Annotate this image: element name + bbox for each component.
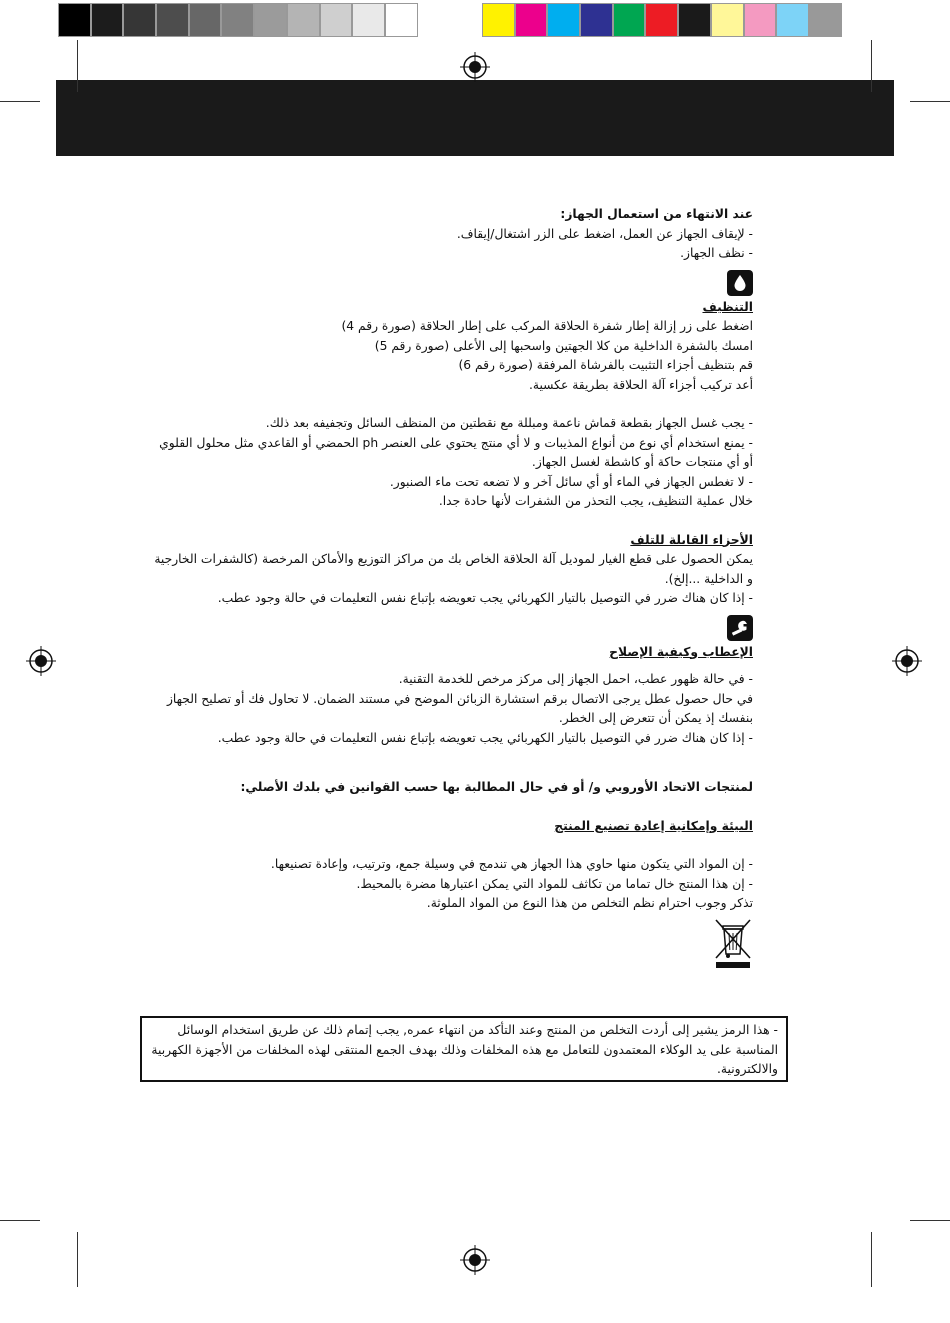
cleaning-heading: التنظيف bbox=[702, 299, 753, 314]
color-swatch bbox=[744, 3, 777, 37]
crop-mark bbox=[77, 40, 78, 92]
color-swatch bbox=[482, 3, 515, 37]
disposal-notice-box bbox=[140, 1016, 788, 1082]
water-drop-icon bbox=[727, 270, 753, 296]
color-swatch bbox=[515, 3, 548, 37]
manual-content bbox=[150, 205, 753, 972]
crop-mark bbox=[871, 1232, 872, 1287]
color-swatch bbox=[711, 3, 744, 37]
registration-mark-icon bbox=[460, 1245, 490, 1275]
end-of-use-item: - لإيقاف الجهاز عن العمل، اضغط على الزر اشتغال/إيقاف. bbox=[456, 226, 753, 241]
grey-calibration-strip bbox=[58, 3, 418, 37]
crop-mark bbox=[910, 101, 950, 102]
color-calibration-strip bbox=[482, 3, 842, 37]
cleaning-note: - لا تغطس الجهاز في الماء أو أي سائل آخر و لا تضعه تحت ماء الصنبور. bbox=[389, 474, 753, 489]
wearable-parts-item: - إذا كان هناك ضرر في التوصيل بالتيار الكهربائي يجب تعويضه بإتباع نفس التعليمات في حالة وجود عطب. bbox=[217, 591, 753, 605]
cleaning-note: - يجب غسل الجهاز بقطعة قماش ناعمة ومبللة مع نقطتين من المنظف السائل وتجفيفه بعد ذلك. bbox=[265, 416, 753, 430]
cleaning-step: أعد تركيب أجزاء آلة الحلاقة بطريقة عكسية. bbox=[528, 377, 753, 392]
grey-swatch bbox=[385, 3, 418, 37]
repair-item: في حال حصول عطل يرجى الاتصال برقم استشارة الزبائن الموضح في مستند الضمان. لا تحاول فك أو تصليح الجهاز بنفسك إذ يمكن أن تتعرض إلى الخطر. bbox=[166, 691, 753, 725]
grey-swatch bbox=[221, 3, 254, 37]
grey-swatch bbox=[287, 3, 320, 37]
color-swatch bbox=[547, 3, 580, 37]
end-of-use-item: - نظف الجهاز. bbox=[680, 246, 753, 260]
color-swatch bbox=[809, 3, 842, 37]
grey-swatch bbox=[156, 3, 189, 37]
repair-item: - في حالة ظهور عطب، احمل الجهاز إلى مركز مرخص للخدمة التقنية. bbox=[398, 672, 753, 686]
crop-mark bbox=[871, 40, 872, 92]
environment-item: - إن هذا المنتج خال تماما من تكاثف للمواد التي يمكن اعتبارها مضرة بالمحيط. bbox=[356, 876, 753, 891]
crossed-out-wheelie-bin-icon bbox=[713, 918, 753, 970]
color-swatch bbox=[645, 3, 678, 37]
grey-swatch bbox=[352, 3, 385, 37]
registration-mark-icon bbox=[460, 52, 490, 82]
cleaning-step: امسك بالشفرة الداخلية من كلا الجهتين واسحبها إلى الأعلى (صورة رقم 5) bbox=[374, 338, 753, 353]
environment-item: تذكر وجوب احترام نظم التخلص من هذا النوع من المواد الملوثة. bbox=[426, 896, 753, 910]
repair-heading: الإعطاب وكيفية الإصلاح bbox=[609, 644, 753, 659]
environment-item: - إن المواد التي يتكون منها حاوي هذا الجهاز هي تندمج في وسيلة جمع، وترتيب، وإعادة تصنيعها. bbox=[270, 857, 753, 871]
registration-mark-icon bbox=[26, 646, 56, 676]
grey-swatch bbox=[254, 3, 287, 37]
wrench-icon bbox=[727, 615, 753, 641]
cleaning-step: قم بتنظيف أجزاء التثبيت بالفرشاة المرفقة (صورة رقم 6) bbox=[458, 358, 753, 372]
grey-swatch bbox=[189, 3, 222, 37]
cleaning-note: - يمنع استخدام أي نوع من أنواع المذيبات و لا أي منتج يحتوي على العنصر ph الحمضي أو القاعدي مثل محلول القلوي أو أي منتجات حاكة أو كاشطة لغسل الجهاز. bbox=[159, 435, 753, 469]
grey-swatch bbox=[320, 3, 353, 37]
cleaning-step: اضغط على زر إزالة إطار شفرة الحلاقة المركب على إطار الحلاقة (صورة رقم 4) bbox=[341, 319, 753, 333]
crop-mark bbox=[77, 1232, 78, 1287]
cleaning-note: خلال عملية التنظيف، يجب التحذر من الشفرات لأنها حادة جدا. bbox=[438, 494, 753, 508]
wearable-parts-item: يمكن الحصول على قطع الغيار لموديل آلة الحلاقة الخاص بك من مراكز التوزيع والأماكن المرخصة (كالشفرات الخارجية و الداخلية ...إلخ). bbox=[154, 552, 753, 586]
eu-heading: لمنتجات الاتحاد الأوروبي و/ أو في حال المطالبة بها حسب القوانين في بلدك الأصلي: bbox=[240, 780, 753, 794]
grey-swatch bbox=[123, 3, 156, 37]
crop-mark bbox=[0, 101, 40, 102]
repair-item: - إذا كان هناك ضرر في التوصيل بالتيار الكهربائي يجب تعويضه بإتباع نفس التعليمات في حالة وجود عطب. bbox=[217, 730, 753, 745]
grey-swatch bbox=[91, 3, 124, 37]
grey-swatch bbox=[58, 3, 91, 37]
disposal-notice-text: - هذا الرمز يشير إلى أردت التخلص من المنتج وعند التأكد من انتهاء عمره, يجب إتمام ذلك عن طريق استخدام الوسائل المناسبة على يد الوكلاء المعتمدون للتعامل مع هذه المخلفات وذلك بهدف الجمع المنتقى لهذه المخلفات من الأجهزة الكهربية والالكترونية. bbox=[151, 1023, 778, 1076]
registration-mark-icon bbox=[892, 646, 922, 676]
crop-mark bbox=[910, 1220, 950, 1221]
color-swatch bbox=[678, 3, 711, 37]
end-of-use-heading: عند الانتهاء من استعمال الجهاز: bbox=[560, 207, 753, 221]
wearable-parts-heading: الأجزاء القابلة للتلف bbox=[630, 532, 753, 547]
environment-heading: البيئة وإمكانية إعادة تصنيع المنتج bbox=[554, 818, 753, 833]
color-swatch bbox=[580, 3, 613, 37]
color-swatch bbox=[776, 3, 809, 37]
header-band bbox=[56, 80, 894, 156]
crop-mark bbox=[0, 1220, 40, 1221]
color-swatch bbox=[613, 3, 646, 37]
